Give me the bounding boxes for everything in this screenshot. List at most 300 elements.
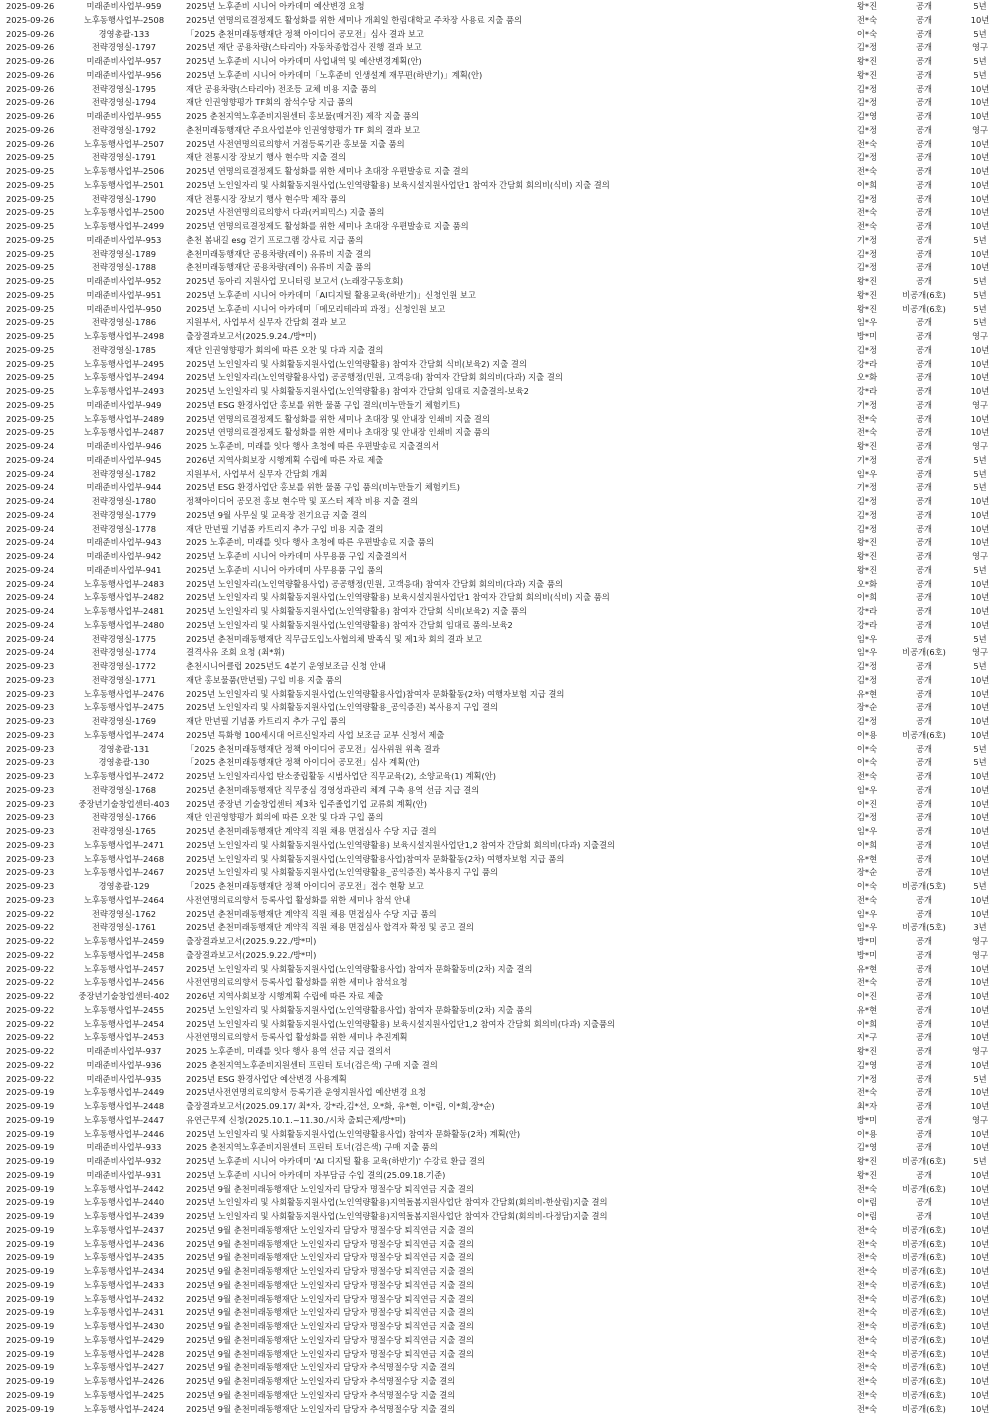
- record-writer: 김*영: [846, 110, 888, 124]
- record-doc-number: 미래준비사업부-955: [68, 110, 180, 124]
- record-date: 2025-09-24: [0, 495, 68, 509]
- record-row: [0, 729, 1000, 743]
- record-row: [0, 825, 1000, 839]
- record-disclosure: 공개: [888, 798, 960, 812]
- record-retention: 영구: [960, 935, 1000, 949]
- record-writer: 왕*진: [846, 1169, 888, 1183]
- record-date: 2025-09-23: [0, 674, 68, 688]
- record-title: 2025년 노후준비 시니어 아카데미 예산변경 요청: [180, 0, 846, 14]
- record-title: 2025년 사전연명의료의향서 거점등록기관 홍보물 지출 품의: [180, 138, 846, 152]
- record-row: [0, 110, 1000, 124]
- record-date: 2025-09-25: [0, 413, 68, 427]
- record-title: 2025 춘천지역노후준비지원센터 프린터 토너(검은색) 구매 지출 결의: [180, 1059, 846, 1073]
- record-writer: 김*정: [846, 124, 888, 138]
- record-disclosure: 공개: [888, 413, 960, 427]
- record-writer: 김*정: [846, 151, 888, 165]
- record-title: 사전연명의료의향서 등록사업 활성화를 위한 세미나 참석 안내: [180, 894, 846, 908]
- record-title: 2025년 노후준비 시니어 아카데미「메모리테라피 과정」신청인원 보고: [180, 303, 846, 317]
- record-row: [0, 619, 1000, 633]
- record-disclosure: 비공개(5호): [888, 921, 960, 935]
- record-date: 2025-09-24: [0, 550, 68, 564]
- record-title: 2025년 연명의료결정제도 활성화를 위한 세미나 초대장 및 안내장 인쇄비 지출 결의: [180, 413, 846, 427]
- record-date: 2025-09-19: [0, 1265, 68, 1279]
- record-title: 춘천미래동행재단 주요사업분야 인권영향평가 TF 회의 결과 보고: [180, 124, 846, 138]
- record-doc-number: 노후동행사업부-2487: [68, 426, 180, 440]
- record-row: [0, 69, 1000, 83]
- record-writer: 김*정: [846, 96, 888, 110]
- record-disclosure: 공개: [888, 591, 960, 605]
- record-disclosure: 공개: [888, 110, 960, 124]
- record-title: 지원부서, 사업부서 실무자 간담회 개최: [180, 468, 846, 482]
- record-date: 2025-09-24: [0, 591, 68, 605]
- record-retention: 10년: [960, 798, 1000, 812]
- record-writer: 왕*진: [846, 303, 888, 317]
- record-doc-number: 노후동행사업부-2434: [68, 1265, 180, 1279]
- record-retention: 5년: [960, 289, 1000, 303]
- record-doc-number: 미래준비사업부-937: [68, 1045, 180, 1059]
- record-title: 2025년 노인일자리(노인역량활용사업) 공공행정(민원, 고객응대) 참여자 간담회 회의비(다과) 지출 품의: [180, 578, 846, 592]
- record-date: 2025-09-19: [0, 1279, 68, 1293]
- record-retention: 10년: [960, 701, 1000, 715]
- record-row: [0, 468, 1000, 482]
- record-doc-number: 전략경영실-1795: [68, 83, 180, 97]
- record-disclosure: 공개: [888, 1114, 960, 1128]
- record-disclosure: 공개: [888, 151, 960, 165]
- record-doc-number: 노후동행사업부-2501: [68, 179, 180, 193]
- record-row: [0, 1169, 1000, 1183]
- record-date: 2025-09-24: [0, 633, 68, 647]
- record-row: [0, 454, 1000, 468]
- record-retention: 10년: [960, 770, 1000, 784]
- record-doc-number: 노후동행사업부-2447: [68, 1114, 180, 1128]
- record-date: 2025-09-23: [0, 743, 68, 757]
- record-date: 2025-09-26: [0, 0, 68, 14]
- record-doc-number: 미래준비사업부-956: [68, 69, 180, 83]
- record-doc-number: 노후동행사업부-2430: [68, 1320, 180, 1334]
- record-title: 2025년 노후준비 시니어 아카데미 사업내역 및 예산변경계획(안): [180, 55, 846, 69]
- record-title: 2025년 노후준비 시니어 아카데미 'AI 디지털 활용 교육(하반기)' 수강료 환급 결의: [180, 1155, 846, 1169]
- record-retention: 5년: [960, 69, 1000, 83]
- record-doc-number: 미래준비사업부-933: [68, 1141, 180, 1155]
- record-row: [0, 523, 1000, 537]
- record-doc-number: 노후동행사업부-2442: [68, 1183, 180, 1197]
- record-writer: 이*용: [846, 1128, 888, 1142]
- record-title: 2025년 노인일자리 및 사회활동지원사업(노인역량활용사업) 참여자 문화활동(2차) 계획(안): [180, 1128, 846, 1142]
- record-disclosure: 비공개(5호): [888, 880, 960, 894]
- record-title: 2025년 중장년 기술창업센터 제3차 입주졸업기업 교류회 계획(안): [180, 798, 846, 812]
- record-row: [0, 688, 1000, 702]
- record-retention: 10년: [960, 866, 1000, 880]
- record-title: 2025년 춘천미래동행재단 계약직 직원 채용 면접심사 수당 지급 품의: [180, 908, 846, 922]
- record-title: 2025년 9월 춘천미래동행재단 노인일자리 담당자 명절수당 퇴직연금 지출 결의: [180, 1320, 846, 1334]
- record-disclosure: 공개: [888, 1073, 960, 1087]
- record-retention: 5년: [960, 660, 1000, 674]
- record-date: 2025-09-24: [0, 454, 68, 468]
- record-doc-number: 노후동행사업부-2437: [68, 1224, 180, 1238]
- record-title: 재단 전통시장 장보기 행사 현수막 제작 품의: [180, 193, 846, 207]
- record-retention: 10년: [960, 1183, 1000, 1197]
- record-retention: 10년: [960, 220, 1000, 234]
- record-date: 2025-09-25: [0, 303, 68, 317]
- record-date: 2025-09-23: [0, 866, 68, 880]
- record-date: 2025-09-19: [0, 1086, 68, 1100]
- record-writer: 왕*진: [846, 1155, 888, 1169]
- record-disclosure: 공개: [888, 935, 960, 949]
- record-disclosure: 공개: [888, 124, 960, 138]
- record-title: 지원부서, 사업부서 실무자 간담회 결과 보고: [180, 316, 846, 330]
- record-title: 2025년 노인일자리 및 사회활동지원사업(노인역량활용) 참여자 간담회 식비(보육2) 지출 결의: [180, 358, 846, 372]
- record-disclosure: 공개: [888, 963, 960, 977]
- record-doc-number: 노후동행사업부-2436: [68, 1238, 180, 1252]
- record-doc-number: 전략경영실-1791: [68, 151, 180, 165]
- record-row: [0, 1306, 1000, 1320]
- record-date: 2025-09-24: [0, 440, 68, 454]
- record-writer: 김*정: [846, 660, 888, 674]
- record-disclosure: 공개: [888, 1196, 960, 1210]
- record-date: 2025-09-26: [0, 69, 68, 83]
- record-row: [0, 248, 1000, 262]
- record-writer: 장*순: [846, 701, 888, 715]
- record-title: 2025년 9월 춘천미래동행재단 노인일자리 담당자 명절수당 퇴직연금 지출 결의: [180, 1265, 846, 1279]
- record-title: 2025 춘천지역노후준비지원센터 홍보물(매거진) 제작 지출 품의: [180, 110, 846, 124]
- record-disclosure: 비공개(6호): [888, 1251, 960, 1265]
- record-retention: 영구: [960, 124, 1000, 138]
- record-writer: 임*우: [846, 468, 888, 482]
- record-date: 2025-09-19: [0, 1114, 68, 1128]
- record-row: [0, 371, 1000, 385]
- record-date: 2025-09-19: [0, 1128, 68, 1142]
- record-row: [0, 1238, 1000, 1252]
- record-disclosure: 공개: [888, 619, 960, 633]
- record-retention: 5년: [960, 454, 1000, 468]
- record-title: 2025년 9월 춘천미래동행재단 노인일자리 담당자 명절수당 퇴직연금 지출 결의: [180, 1183, 846, 1197]
- record-title: 2025년 9월 춘천미래동행재단 노인일자리 담당자 명절수당 퇴직연금 지출 결의: [180, 1334, 846, 1348]
- record-disclosure: 공개: [888, 28, 960, 42]
- record-row: [0, 495, 1000, 509]
- record-title: 「2025 춘천미래동행재단 정책 아이디어 공모전」심사 결과 보고: [180, 28, 846, 42]
- record-date: 2025-09-23: [0, 880, 68, 894]
- record-row: [0, 715, 1000, 729]
- record-title: 재단 만년필 기념품 카트리지 추가 구입 비용 지출 결의: [180, 523, 846, 537]
- record-doc-number: 노후동행사업부-2432: [68, 1293, 180, 1307]
- record-retention: 10년: [960, 976, 1000, 990]
- record-writer: 유*현: [846, 1004, 888, 1018]
- record-writer: 강*라: [846, 385, 888, 399]
- record-title: 2025년 춘천미래동행재단 직무중심 경영성과관리 체계 구축 용역 선금 지급 결의: [180, 784, 846, 798]
- record-date: 2025-09-22: [0, 921, 68, 935]
- record-writer: 전*숙: [846, 1238, 888, 1252]
- record-row: [0, 839, 1000, 853]
- record-writer: 유*현: [846, 688, 888, 702]
- record-retention: 10년: [960, 729, 1000, 743]
- record-doc-number: 노후동행사업부-2476: [68, 688, 180, 702]
- record-retention: 10년: [960, 1031, 1000, 1045]
- record-date: 2025-09-19: [0, 1141, 68, 1155]
- record-title: 출장결과보고서(2025.09.17/ 최*자, 강*라,김*선, 오*화, 유*현, 이*림, 이*희,장*순): [180, 1100, 846, 1114]
- record-retention: 10년: [960, 1018, 1000, 1032]
- record-writer: 왕*진: [846, 69, 888, 83]
- record-date: 2025-09-25: [0, 371, 68, 385]
- record-title: 2026년 지역사회보장 시행계획 수립에 따른 자료 제출: [180, 454, 846, 468]
- record-writer: 방*미: [846, 330, 888, 344]
- record-title: 2025년 9월 춘천미래동행재단 노인일자리 담당자 명절수당 퇴직연금 지출 결의: [180, 1238, 846, 1252]
- record-retention: 10년: [960, 495, 1000, 509]
- record-writer: 기*정: [846, 481, 888, 495]
- record-doc-number: 미래준비사업부-951: [68, 289, 180, 303]
- record-retention: 10년: [960, 1169, 1000, 1183]
- record-writer: 왕*진: [846, 275, 888, 289]
- record-row: [0, 206, 1000, 220]
- record-writer: 김*정: [846, 715, 888, 729]
- record-disclosure: 공개: [888, 990, 960, 1004]
- record-row: [0, 1183, 1000, 1197]
- record-date: 2025-09-23: [0, 701, 68, 715]
- record-disclosure: 공개: [888, 41, 960, 55]
- record-disclosure: 공개: [888, 756, 960, 770]
- record-row: [0, 275, 1000, 289]
- record-writer: 전*숙: [846, 220, 888, 234]
- record-disclosure: 비공개(6호): [888, 1389, 960, 1403]
- record-retention: 10년: [960, 619, 1000, 633]
- record-retention: 10년: [960, 1389, 1000, 1403]
- record-disclosure: 공개: [888, 234, 960, 248]
- record-doc-number: 중장년기술창업센터-403: [68, 798, 180, 812]
- record-title: 2025년 노인일자리 및 사회활동지원사업(노인역량활용) 보육시설지원사업단1 참여자 간담회 회의비(식비) 지출 품의: [180, 591, 846, 605]
- record-doc-number: 노후동행사업부-2464: [68, 894, 180, 908]
- record-writer: 임*우: [846, 784, 888, 798]
- record-date: 2025-09-25: [0, 316, 68, 330]
- record-writer: 방*미: [846, 949, 888, 963]
- record-date: 2025-09-23: [0, 660, 68, 674]
- record-retention: 10년: [960, 14, 1000, 28]
- record-disclosure: 비공개(6호): [888, 1293, 960, 1307]
- record-writer: 유*현: [846, 963, 888, 977]
- record-title: 재단 공용차량(스타리아) 전조등 교체 비용 지출 품의: [180, 83, 846, 97]
- record-disclosure: 공개: [888, 495, 960, 509]
- record-date: 2025-09-25: [0, 399, 68, 413]
- record-row: [0, 179, 1000, 193]
- record-disclosure: 비공개(6호): [888, 1265, 960, 1279]
- record-date: 2025-09-26: [0, 138, 68, 152]
- record-row: [0, 14, 1000, 28]
- record-doc-number: 전략경영실-1769: [68, 715, 180, 729]
- record-retention: 10년: [960, 674, 1000, 688]
- record-doc-number: 미래준비사업부-942: [68, 550, 180, 564]
- record-title: 2025년 노인일자리 및 사회활동지원사업(노인역량활용) 보육시설지원사업단1 참여자 간담회 회의비(식비) 지출 결의: [180, 179, 846, 193]
- record-title: 2025년 노인일자리 및 사회활동지원사업(노인역량활용_공익증진) 복사용지 구입 결의: [180, 701, 846, 715]
- record-disclosure: 공개: [888, 536, 960, 550]
- record-doc-number: 노후동행사업부-2472: [68, 770, 180, 784]
- record-doc-number: 노후동행사업부-2475: [68, 701, 180, 715]
- record-title: 2025년 9월 춘천미래동행재단 노인일자리 담당자 명절수당 퇴직연금 지출 결의: [180, 1348, 846, 1362]
- record-disclosure: 비공개(6호): [888, 289, 960, 303]
- record-title: 2025년 9월 춘천미래동행재단 노인일자리 담당자 명절수당 퇴직연금 지출 결의: [180, 1293, 846, 1307]
- record-disclosure: 비공개(6호): [888, 1375, 960, 1389]
- record-retention: 영구: [960, 1114, 1000, 1128]
- record-row: [0, 536, 1000, 550]
- record-row: [0, 481, 1000, 495]
- record-doc-number: 노후동행사업부-2474: [68, 729, 180, 743]
- record-doc-number: 미래준비사업부-950: [68, 303, 180, 317]
- record-retention: 10년: [960, 1251, 1000, 1265]
- record-retention: 영구: [960, 949, 1000, 963]
- record-doc-number: 노후동행사업부-2506: [68, 165, 180, 179]
- record-title: 2025년 노인일자리 및 사회활동지원사업(노인역량활용) 보육시설지원사업단1,2 참여자 간담회 회의비(다과) 지출품의: [180, 1018, 846, 1032]
- record-retention: 10년: [960, 1210, 1000, 1224]
- record-disclosure: 공개: [888, 14, 960, 28]
- record-date: 2025-09-23: [0, 811, 68, 825]
- record-writer: 전*숙: [846, 1293, 888, 1307]
- record-disclosure: 공개: [888, 523, 960, 537]
- record-date: 2025-09-25: [0, 358, 68, 372]
- record-date: 2025-09-19: [0, 1293, 68, 1307]
- record-writer: 전*숙: [846, 1265, 888, 1279]
- record-title: 정책아이디어 공모전 홍보 현수막 및 포스터 제작 비용 지출 결의: [180, 495, 846, 509]
- record-writer: 임*우: [846, 633, 888, 647]
- record-doc-number: 전략경영실-1782: [68, 468, 180, 482]
- record-retention: 10년: [960, 1265, 1000, 1279]
- record-doc-number: 노후동행사업부-2425: [68, 1389, 180, 1403]
- record-disclosure: 공개: [888, 206, 960, 220]
- record-date: 2025-09-19: [0, 1238, 68, 1252]
- record-disclosure: 공개: [888, 866, 960, 880]
- record-retention: 10년: [960, 1141, 1000, 1155]
- record-retention: 10년: [960, 1059, 1000, 1073]
- record-retention: 10년: [960, 1238, 1000, 1252]
- record-row: [0, 151, 1000, 165]
- record-doc-number: 노후동행사업부-2455: [68, 1004, 180, 1018]
- record-doc-number: 전략경영실-1779: [68, 509, 180, 523]
- record-retention: 5년: [960, 633, 1000, 647]
- record-disclosure: 공개: [888, 949, 960, 963]
- record-date: 2025-09-19: [0, 1210, 68, 1224]
- record-writer: 임*우: [846, 316, 888, 330]
- record-disclosure: 공개: [888, 399, 960, 413]
- record-retention: 10년: [960, 715, 1000, 729]
- record-disclosure: 비공개(6호): [888, 1403, 960, 1416]
- record-retention: 영구: [960, 399, 1000, 413]
- record-doc-number: 노후동행사업부-2471: [68, 839, 180, 853]
- record-title: 2025년 9월 춘천미래동행재단 노인일자리 담당자 추석명절수당 지출 결의: [180, 1361, 846, 1375]
- record-date: 2025-09-19: [0, 1320, 68, 1334]
- record-date: 2025-09-25: [0, 165, 68, 179]
- record-date: 2025-09-24: [0, 578, 68, 592]
- record-doc-number: 전략경영실-1797: [68, 41, 180, 55]
- record-retention: 10년: [960, 413, 1000, 427]
- record-writer: 김*정: [846, 261, 888, 275]
- record-title: 2025년 ESG 환경사업단 예산변경 사용계획: [180, 1073, 846, 1087]
- record-disclosure: 공개: [888, 1031, 960, 1045]
- record-date: 2025-09-25: [0, 151, 68, 165]
- record-doc-number: 노후동행사업부-2489: [68, 413, 180, 427]
- record-retention: 10년: [960, 1196, 1000, 1210]
- record-retention: 5년: [960, 1073, 1000, 1087]
- record-date: 2025-09-26: [0, 124, 68, 138]
- record-title: 사전연명의료의향서 등록사업 활성화를 위한 세미나 참석요청: [180, 976, 846, 990]
- record-doc-number: 노후동행사업부-2435: [68, 1251, 180, 1265]
- record-writer: 이*숙: [846, 743, 888, 757]
- record-writer: 전*숙: [846, 1389, 888, 1403]
- record-row: [0, 770, 1000, 784]
- record-disclosure: 공개: [888, 660, 960, 674]
- record-writer: 강*라: [846, 358, 888, 372]
- record-row: [0, 550, 1000, 564]
- record-row: [0, 660, 1000, 674]
- record-disclosure: 공개: [888, 894, 960, 908]
- record-disclosure: 공개: [888, 385, 960, 399]
- record-doc-number: 전략경영실-1774: [68, 646, 180, 660]
- record-title: 출장결과보고서(2025.9.22./방*미): [180, 949, 846, 963]
- record-date: 2025-09-22: [0, 949, 68, 963]
- record-disclosure: 공개: [888, 316, 960, 330]
- record-date: 2025-09-26: [0, 110, 68, 124]
- record-writer: 전*숙: [846, 1403, 888, 1416]
- record-doc-number: 전략경영실-1786: [68, 316, 180, 330]
- record-retention: 3년: [960, 921, 1000, 935]
- record-disclosure: 공개: [888, 1004, 960, 1018]
- record-writer: 전*숙: [846, 1334, 888, 1348]
- record-row: [0, 1155, 1000, 1169]
- record-doc-number: 노후동행사업부-2467: [68, 866, 180, 880]
- record-title: 2025년 노인일자리(노인역량활용사업) 공공행정(민원, 고객응대) 참여자 간담회 회의비(다과) 지출 결의: [180, 371, 846, 385]
- record-writer: 이*림: [846, 1196, 888, 1210]
- record-doc-number: 노후동행사업부-2440: [68, 1196, 180, 1210]
- record-title: 재단 만년필 기념품 카트리지 추가 구입 품의: [180, 715, 846, 729]
- record-disclosure: 공개: [888, 1128, 960, 1142]
- record-title: 2025년 동아리 지원사업 모니터링 보고서 (노래장구동호회): [180, 275, 846, 289]
- record-title: 2025년 재단 공용차량(스타리아) 자동차종합검사 진행 결과 보고: [180, 41, 846, 55]
- record-doc-number: 노후동행사업부-2458: [68, 949, 180, 963]
- record-row: [0, 578, 1000, 592]
- record-doc-number: 전략경영실-1772: [68, 660, 180, 674]
- record-title: 2025년 노인일자리 및 사회활동지원사업(노인역량활용사업) 참여자 문화활동비(2차) 지출 품의: [180, 1004, 846, 1018]
- record-disclosure: 공개: [888, 701, 960, 715]
- record-date: 2025-09-22: [0, 935, 68, 949]
- record-title: 2025년 노인일자리 및 사회활동지원사업(노인역량활용_공익증진) 복사용지 구입 품의: [180, 866, 846, 880]
- record-retention: 10년: [960, 96, 1000, 110]
- record-title: 2025년 노인일자리 및 사회활동지원사업(노인역량활용사업) 참여자 문화활동비(2차) 지출 결의: [180, 963, 846, 977]
- record-date: 2025-09-23: [0, 770, 68, 784]
- record-disclosure: 공개: [888, 564, 960, 578]
- record-disclosure: 공개: [888, 509, 960, 523]
- record-doc-number: 노후동행사업부-2431: [68, 1306, 180, 1320]
- record-title: 출장결과보고서(2025.9.22./방*미): [180, 935, 846, 949]
- record-date: 2025-09-25: [0, 234, 68, 248]
- record-date: 2025-09-24: [0, 481, 68, 495]
- record-doc-number: 노후동행사업부-2439: [68, 1210, 180, 1224]
- record-row: [0, 949, 1000, 963]
- record-disclosure: 공개: [888, 578, 960, 592]
- record-retention: 10년: [960, 990, 1000, 1004]
- record-date: 2025-09-22: [0, 976, 68, 990]
- record-date: 2025-09-26: [0, 96, 68, 110]
- record-title: 2025년 연명의료결정제도 활성화를 위한 세미나 초대장 우편발송료 지출 품의: [180, 220, 846, 234]
- record-writer: 전*숙: [846, 1348, 888, 1362]
- record-doc-number: 노후동행사업부-2482: [68, 591, 180, 605]
- record-date: 2025-09-19: [0, 1348, 68, 1362]
- record-writer: 방*미: [846, 1114, 888, 1128]
- record-date: 2025-09-23: [0, 894, 68, 908]
- record-row: [0, 138, 1000, 152]
- record-doc-number: 노후동행사업부-2480: [68, 619, 180, 633]
- record-row: [0, 1059, 1000, 1073]
- record-date: 2025-09-25: [0, 275, 68, 289]
- record-title: 2025년 노인일자리 및 사회활동지원사업(노인역량활용)지역돌봄지원사업단 참여자 간담회(회의비-한살림)지출 결의: [180, 1196, 846, 1210]
- record-retention: 10년: [960, 688, 1000, 702]
- record-retention: 5년: [960, 0, 1000, 14]
- record-row: [0, 426, 1000, 440]
- record-title: 2025년 사전연명의료의향서 다과(커피믹스) 지출 품의: [180, 206, 846, 220]
